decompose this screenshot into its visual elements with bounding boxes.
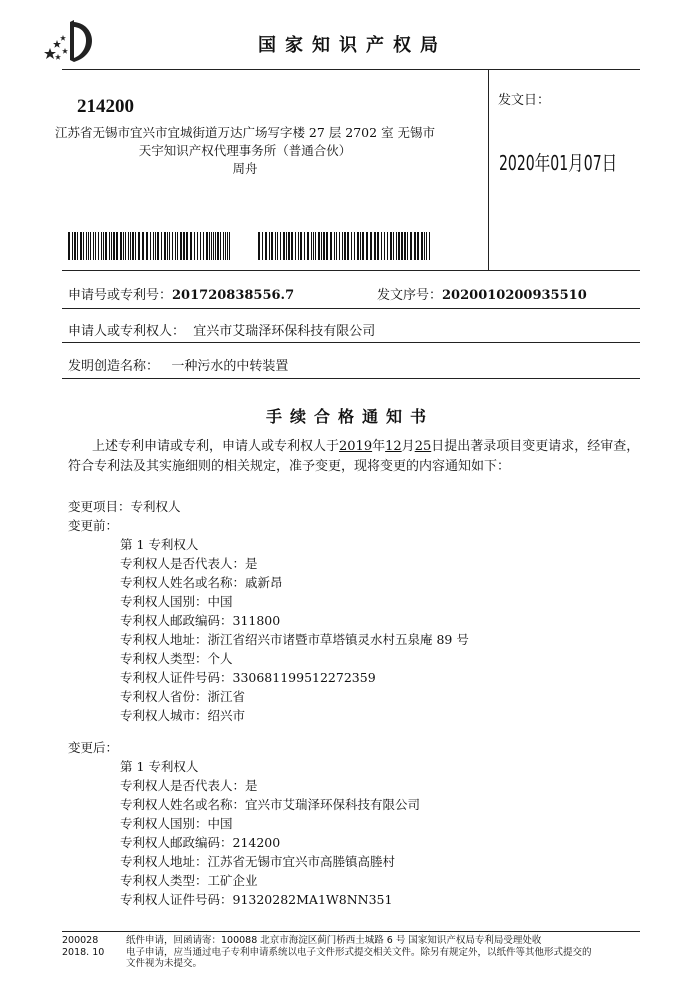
list-item: 专利权人姓名或名称：戚新昂 [120, 575, 283, 590]
list-item: 第 1 专利权人 [120, 759, 199, 774]
barcode-bar [339, 232, 340, 260]
sent-date-label: 发文日： [498, 93, 551, 108]
barcode-bar [265, 232, 267, 260]
recipient-address-line2: 天宇知识产权代理事务所（普通合伙） [138, 143, 352, 158]
barcode-bar [209, 232, 210, 260]
change-item: 变更项目：专利权人 [68, 499, 181, 514]
barcode-bar [125, 232, 126, 260]
barcode-bar [407, 232, 408, 260]
barcode-bar [229, 232, 230, 260]
barcode-bar [362, 232, 364, 260]
barcode-bar [404, 232, 406, 260]
barcode-image [68, 232, 230, 260]
barcode-bar [88, 232, 89, 260]
barcode-bar [426, 232, 427, 260]
barcode-bar [220, 232, 221, 260]
barcode-bar [86, 232, 87, 260]
application-number-label: 申请号或专利号： [68, 288, 173, 303]
recipient-address-line1: 江苏省无锡市宜兴市宜城街道万达广场写字楼 27 层 2702 室 无锡市 [54, 125, 436, 140]
year-char: 年 [372, 439, 386, 454]
barcode-bar [213, 232, 214, 260]
barcode-bar [275, 232, 276, 260]
barcode-bar [80, 232, 82, 260]
barcode-bar [215, 232, 216, 260]
barcode-bar [271, 232, 273, 260]
barcode-bar [167, 232, 168, 260]
list-item: 专利权人国别：中国 [120, 816, 233, 831]
barcode-bar [424, 232, 425, 260]
barcode-bar [161, 232, 162, 260]
footer-line: 电子申请，应当通过电子专利申请系统以电子文件形式提交相关文件。除另有规定外，以纸件等其他形式提交的 [126, 946, 592, 958]
barcode-bar [286, 232, 287, 260]
barcode-bar [396, 232, 397, 260]
barcode-bar [206, 232, 208, 260]
barcode-bar [387, 232, 388, 260]
barcode-bar [90, 232, 91, 260]
barcode-bar [116, 232, 118, 260]
barcode-image [258, 232, 430, 260]
list-item: 专利权人类型：工矿企业 [120, 873, 258, 888]
barcode-bar [197, 232, 198, 260]
barcode-bar [258, 232, 260, 260]
sent-date: 2020年01月07日 [499, 151, 618, 175]
barcode-bar [190, 232, 192, 260]
invention-row [68, 355, 288, 374]
barcode-bar [351, 232, 352, 260]
list-item: 专利权人地址：江苏省无锡市宜兴市高塍镇高塍村 [120, 854, 396, 869]
list-item: 专利权人类型：个人 [120, 651, 233, 666]
paragraph-text-cont: 日提出著录项目变更请求，经审查，符合专利法及其实施细则的相关规定，准予变更，现将变更的内容通知如下： [68, 439, 640, 474]
recipient-postcode: 214200 [77, 96, 134, 117]
before-list [120, 535, 469, 725]
barcode-bar [288, 232, 290, 260]
barcode-bar [298, 232, 299, 260]
list-item: 专利权人地址：浙江省绍兴市诸暨市草塔镇灵水村五泉庵 89 号 [120, 632, 469, 647]
barcode-bar [347, 232, 349, 260]
barcode-bar [342, 232, 343, 260]
barcode-bar [169, 232, 170, 260]
barcode-bar [95, 232, 96, 260]
barcode-bar [138, 232, 140, 260]
barcode-bar [74, 232, 76, 260]
barcode-bar [123, 232, 124, 260]
list-item: 专利权人城市：绍兴市 [120, 708, 246, 723]
barcode-bar [157, 232, 159, 260]
applicant-label: 申请人或专利权人： [68, 324, 186, 339]
footer-line: 文件视为未提交。 [126, 958, 203, 969]
request-year: 2019 [339, 439, 373, 454]
form-date: 2018. 10 [62, 947, 105, 958]
barcode-bar [377, 232, 379, 260]
serial-number-label: 发文序号： [377, 288, 443, 303]
barcode-bar [180, 232, 182, 260]
barcode-bar [269, 232, 270, 260]
month-char: 月 [401, 439, 415, 454]
request-day: 25 [414, 439, 432, 454]
list-item: 专利权人是否代表人：是 [120, 778, 258, 793]
barcode-bar [410, 232, 412, 260]
after-list [120, 757, 420, 909]
invention-label: 发明创造名称： [68, 359, 160, 374]
barcode-bar [414, 232, 416, 260]
notice-paragraph [68, 437, 648, 477]
form-code: 200028 [62, 935, 99, 946]
barcode-bar [357, 232, 359, 260]
barcode-bar [227, 232, 228, 260]
barcode-bar [370, 232, 372, 260]
barcode-bar [186, 232, 188, 260]
barcode-bar [295, 232, 296, 260]
footer-notes [126, 935, 646, 970]
applicant-row [68, 320, 375, 339]
office-name: 国家知识产权局 [258, 35, 447, 56]
barcode-bar [164, 232, 166, 260]
barcode-bar [68, 232, 70, 260]
barcode-bar [304, 232, 305, 260]
barcode-bar [381, 232, 382, 260]
list-item: 专利权人证件号码：91320282MA1W8NN351 [120, 892, 393, 907]
recipient-name: 周舟 [232, 161, 258, 176]
barcode-bar [98, 232, 99, 260]
barcode-bar [135, 232, 136, 260]
barcode-bar [109, 232, 110, 260]
barcode-bar [211, 232, 212, 260]
barcode-bar [366, 232, 368, 260]
barcode-bar [330, 232, 332, 260]
barcode-bar [103, 232, 104, 260]
list-item: 专利权人邮政编码：311800 [120, 613, 281, 628]
list-item: 专利权人国别：中国 [120, 594, 233, 609]
barcode-bar [223, 232, 224, 260]
after-label: 变更后： [68, 740, 119, 755]
list-item: 专利权人邮政编码：214200 [120, 835, 281, 850]
request-month: 12 [385, 439, 402, 454]
barcode-bar [384, 232, 385, 260]
barcode-bar [318, 232, 320, 260]
barcode-bar [398, 232, 400, 260]
barcode-bar [225, 232, 226, 260]
barcode-bar [153, 232, 154, 260]
list-item: 第 1 专利权人 [120, 537, 199, 552]
barcode-bar [262, 232, 263, 260]
barcode-bar [203, 232, 204, 260]
barcode-bar [283, 232, 285, 260]
barcode-bar [374, 232, 376, 260]
serial-number-row [377, 284, 587, 303]
barcode-bar [200, 232, 201, 260]
applicant-value: 宜兴市艾瑞泽环保科技有限公司 [193, 324, 376, 339]
barcode-bar [128, 232, 129, 260]
barcode-bar [354, 232, 355, 260]
barcode-bar [280, 232, 281, 260]
barcode-bar [326, 232, 328, 260]
barcode-bar [217, 232, 219, 260]
list-item: 专利权人省份：浙江省 [120, 689, 246, 704]
barcode-bar [142, 232, 144, 260]
serial-number: 2020010200935510 [442, 288, 587, 303]
barcode-bar [307, 232, 309, 260]
footer-line: 纸件申请，回函请寄：100088 北京市海淀区蓟门桥西土城路 6 号 国家知识产权局专利局受理处收 [126, 935, 542, 946]
barcode-bar [132, 232, 134, 260]
barcode-bar [120, 232, 122, 260]
barcode-bar [315, 232, 316, 260]
barcode-bar [390, 232, 392, 260]
barcode-bar [105, 232, 107, 260]
barcode-bar [429, 232, 430, 260]
barcode-bar [334, 232, 335, 260]
barcode-bar [300, 232, 302, 260]
barcode-bar [113, 232, 115, 260]
application-number: 201720838556.7 [172, 288, 295, 303]
barcode-bar [323, 232, 325, 260]
list-item: 专利权人证件号码：330681199512272359 [120, 670, 376, 685]
barcode-bar [150, 232, 151, 260]
application-number-row [68, 284, 294, 303]
barcode-bar [77, 232, 78, 260]
list-item: 专利权人是否代表人：是 [120, 556, 258, 571]
barcode-bar [360, 232, 361, 260]
barcode-bar [336, 232, 337, 260]
barcode-bar [313, 232, 314, 260]
cnipa-logo-icon [44, 18, 104, 64]
barcode-bar [421, 232, 423, 260]
paragraph-text: 上述专利申请或专利，申请人或专利权人于 [92, 439, 340, 454]
barcode-bar [183, 232, 185, 260]
barcode-bar [72, 232, 73, 260]
barcode-bar [194, 232, 195, 260]
barcode-bar [177, 232, 178, 260]
barcode-bar [83, 232, 84, 260]
barcode-bar [321, 232, 322, 260]
barcode-bar [111, 232, 112, 260]
barcode-bar [155, 232, 156, 260]
invention-value: 一种污水的中转装置 [171, 359, 289, 374]
barcode-bar [311, 232, 312, 260]
barcode-bar [393, 232, 394, 260]
barcode-bar [130, 232, 131, 260]
list-item: 专利权人姓名或名称：宜兴市艾瑞泽环保科技有限公司 [120, 797, 421, 812]
notice-title: 手续合格通知书 [265, 407, 434, 426]
barcode-bar [291, 232, 293, 260]
before-label: 变更前： [68, 518, 119, 533]
barcode-bar [417, 232, 419, 260]
barcode-bar [175, 232, 176, 260]
barcode-bar [101, 232, 102, 260]
barcode-bar [146, 232, 148, 260]
barcode-bar [277, 232, 278, 260]
barcode-bar [172, 232, 173, 260]
barcode-bar [93, 232, 94, 260]
barcode-bar [401, 232, 403, 260]
barcode-bar [344, 232, 346, 260]
